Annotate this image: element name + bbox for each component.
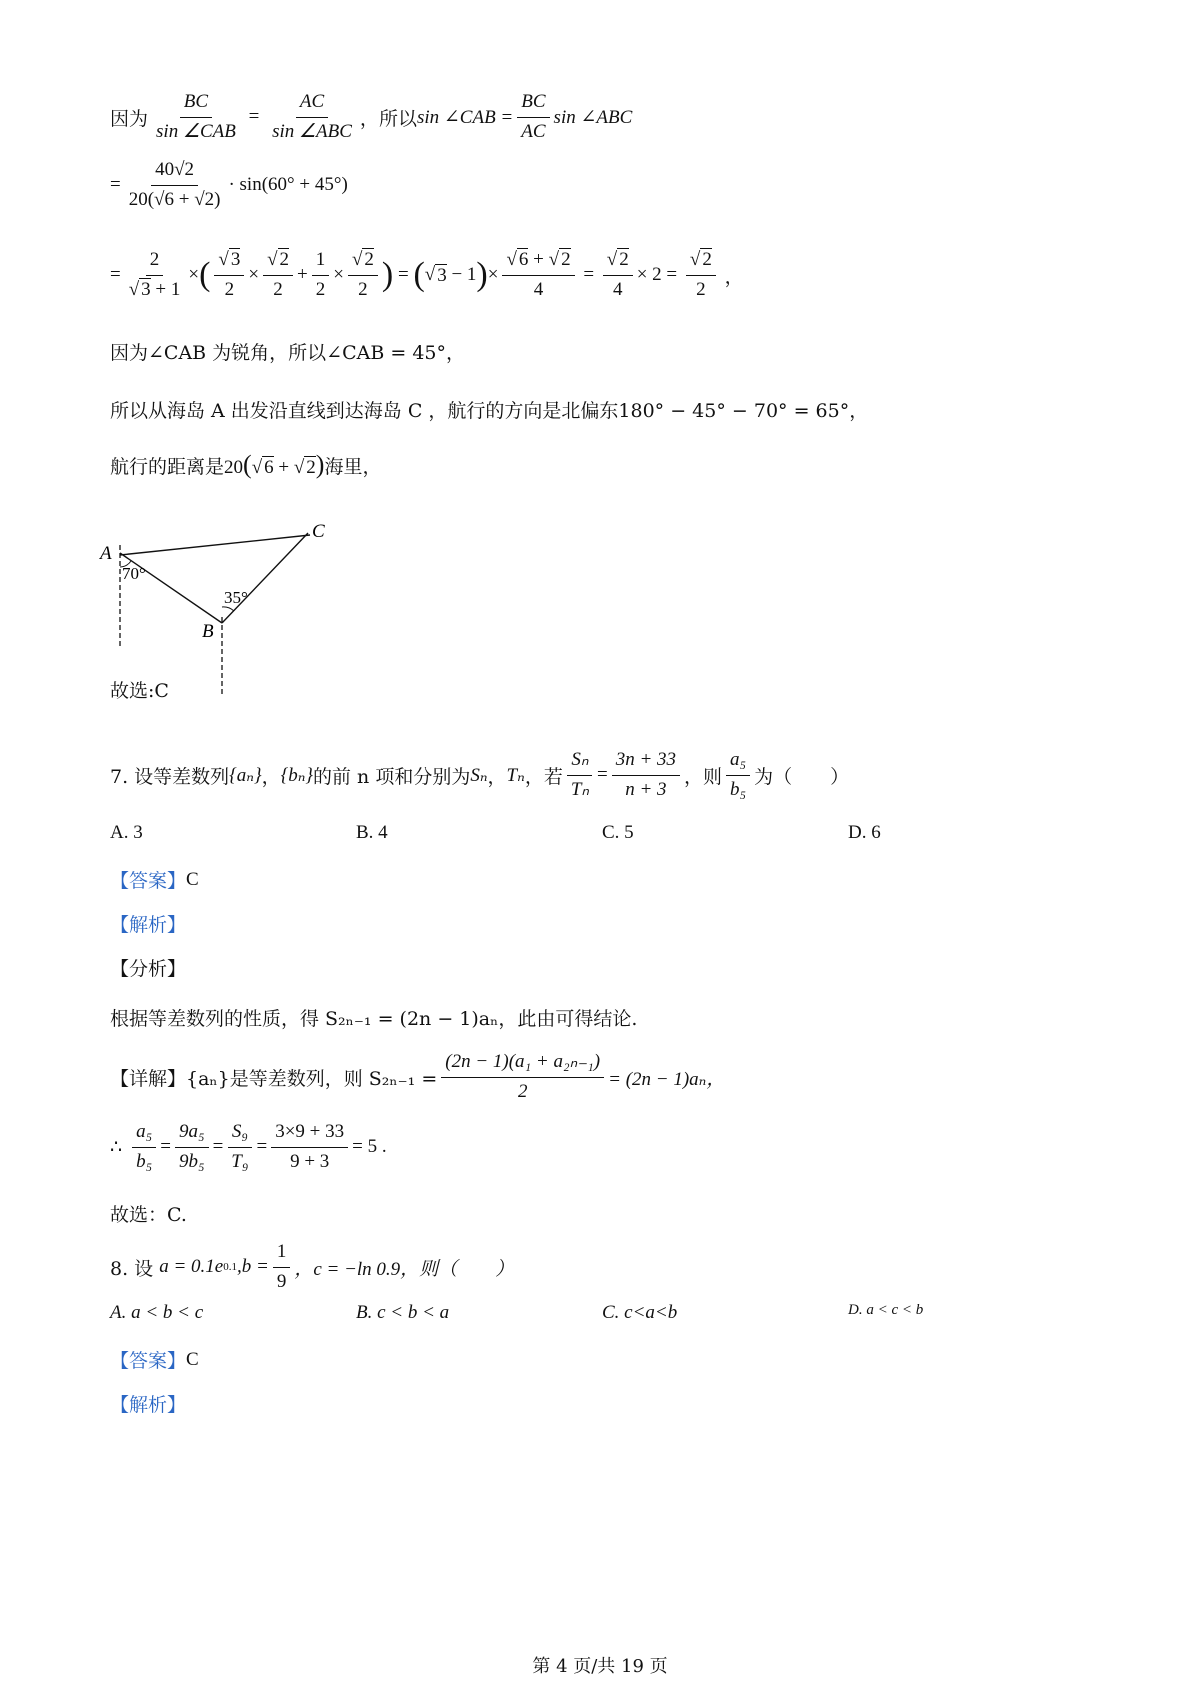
fenxi-text: 根据等差数列的性质，得 S₂ₙ₋₁ = (2n − 1)aₙ，此由可得结论.: [110, 1008, 638, 1030]
label-a: A: [100, 543, 112, 564]
acute-angle-line: 因为∠CAB 为锐角，所以∠CAB = 45°，: [110, 342, 465, 364]
fraction-denominator: sin ∠ABC: [272, 120, 352, 142]
q8-exponent: 0.1: [223, 1261, 237, 1274]
fraction-denominator: 20(√6 + √2): [128, 188, 221, 210]
therefore-result: = 5 .: [352, 1136, 387, 1158]
fraction-denominator: n + 3: [625, 778, 667, 800]
fraction-denominator: T₉: [231, 1150, 249, 1172]
fraction-numerator: 40√2: [151, 158, 198, 186]
fraction-40sqrt2: [125, 158, 225, 212]
answer-value: C: [186, 868, 199, 890]
q7-option-b: B. 4: [356, 822, 388, 843]
fraction-denominator: 2: [517, 1080, 528, 1102]
fraction-numerator: 3n + 33: [612, 748, 680, 776]
substitution-line: = $\frac{40√2}{20(√6 + √2)}$ · sin(60° + 45°): [110, 158, 348, 212]
q7-for: 为（ ）: [754, 765, 850, 788]
fraction-denominator: b₅: [136, 1150, 153, 1172]
fraction-denominator: b₅: [730, 778, 747, 800]
answer-8: [110, 1346, 199, 1373]
side-bc: [222, 533, 308, 623]
fraction-numerator: Sₙ: [567, 748, 592, 776]
fenxi-tag: 【分析】: [110, 958, 187, 980]
fraction-denominator: 9b₅: [178, 1150, 205, 1172]
detail-line: [110, 1050, 725, 1104]
q8-c-def: ，c = −ln 0.9，则（ ）: [294, 1258, 515, 1280]
analysis-tag: 【解析】: [110, 1394, 187, 1416]
q7-option-d: D. 6: [848, 822, 881, 843]
detail-tail: = (2n − 1)aₙ，: [608, 1068, 726, 1090]
therefore-symbol: ∴: [110, 1136, 123, 1159]
therefore-line: ∴ $\frac{\text{a₅}}{\text{b₅}}$ = $\frac{\text{9a₅}}{\text{9b₅}}$ = $\frac{\text{S₉}}{\text{T₉}}$ = $\frac{3\times 9 + 33}{9 + 3}$ = 5 .: [110, 1120, 387, 1174]
fraction-bc-sin-cab: [152, 90, 240, 144]
label-b: B: [202, 621, 214, 642]
analysis-7: [110, 910, 186, 937]
sin-sum-text: · sin(60° + 45°): [228, 174, 348, 196]
q7-option-c: C. 5: [602, 822, 634, 843]
analysis-8: [110, 1390, 186, 1417]
choose-line-2: 故选：C.: [110, 1204, 187, 1226]
question-8: [110, 1240, 514, 1294]
fraction-numerator: 3×9 + 33: [271, 1120, 348, 1148]
analysis-tag: 【解析】: [110, 914, 187, 936]
detail-fraction: [441, 1050, 604, 1104]
fenxi-7: [110, 954, 186, 981]
q7-sequence-a: {aₙ}: [229, 764, 262, 786]
question-7: 7. 设等差数列 {aₙ} ， {bₙ} 的前 n 项和分别为 Sₙ ， Tₙ ，若 $\frac{\text{Sₙ}}{\text{Tₙ}}$ = $\frac{3n + 33}{n + 3}$ ，则 $\frac{\text{a₅}}{\text{b₅}}$ 为（ ）: [110, 748, 849, 802]
q7-tn: Tₙ: [506, 764, 525, 786]
q7-sequence-b: {bₙ}: [280, 764, 313, 786]
angle-label-b: 35°: [224, 588, 248, 607]
fraction-denominator: 9: [276, 1270, 287, 1292]
fraction-numerator: (2n − 1)(a₁ + a₂ₙ₋₁): [441, 1050, 604, 1078]
fraction-numerator: S₉: [228, 1120, 252, 1148]
q7-sn: Sₙ: [470, 764, 488, 786]
fraction-numerator: AC: [296, 90, 328, 118]
q7-ratio: [567, 748, 593, 802]
q8-option-a: A. a < b < c: [110, 1302, 204, 1323]
triangle-sides: [120, 533, 310, 550]
fraction-denominator: AC: [521, 120, 546, 142]
side-ac: [120, 535, 310, 555]
q8-option-c: C. c<a<b: [602, 1302, 678, 1323]
fraction-denominator: Tₙ: [570, 778, 589, 800]
computation-line: = $\frac{2}{√ 3 + 1}$ × ( $\frac{√ 3}{2}$ × $\frac{√ 2}{2}$ + $\frac{1}{2}$ × $\frac{√ 2}{2}$ ) = ( √ 3 − 1 ) × $\frac{√ 6 + √ 2}{4}$ = $\frac{√ 2}{4}$ × 2 = $\frac{√ 2}{2}$ ，: [110, 249, 744, 300]
q7-option-a: A. 3: [110, 822, 143, 843]
q7-ratio-value: [612, 748, 680, 802]
fraction-numerator: 1: [273, 1240, 291, 1268]
angle-arc-b: [222, 607, 234, 611]
q8-option-d: D. a < c < b: [848, 1302, 924, 1318]
choose-line-1: 故选:C: [110, 680, 169, 702]
q7-target-ratio: [726, 748, 750, 802]
fraction-numerator: 9a₅: [175, 1120, 209, 1148]
fraction-numerator: a₅: [726, 748, 750, 776]
q7-if: ，若: [524, 765, 563, 788]
label-c: C: [312, 521, 325, 542]
answer-value: C: [186, 1348, 199, 1370]
fraction-ac-sin-abc: [268, 90, 356, 144]
angle-label-a: 70°: [122, 564, 146, 583]
answer-tag: 【答案】: [110, 1350, 187, 1372]
page-footer: 第 4 页/共 19 页: [532, 1656, 668, 1677]
detail-tag: 【详解】: [110, 1067, 187, 1090]
fraction-numerator: BC: [180, 90, 212, 118]
q7-then: ，则: [684, 765, 723, 788]
fraction-numerator: BC: [517, 90, 549, 118]
text-because: 因为: [110, 107, 149, 130]
q7-prefix: 7. 设等差数列: [110, 765, 230, 788]
law-of-sines-line: 因为 $\frac{BC}{\text{sin ∠CAB}}$ = $\frac{AC}{\text{sin ∠ABC}}$ ， 所以 sin ∠CAB = $\frac{BC}{AC}$ sin ∠ABC: [110, 90, 632, 144]
q8-option-b: B. c < b < a: [356, 1302, 450, 1323]
q8-b-def: ,b =: [236, 1256, 269, 1278]
text-so: 所以: [378, 107, 417, 130]
direction-line: 所以从海岛 A 出发沿直线到达海岛 C ，航行的方向是北偏东180° − 45° − 70° = 65°，: [110, 400, 869, 422]
q8-a-def: a = 0.1e: [159, 1256, 224, 1278]
fraction-denominator: 9 + 3: [290, 1150, 330, 1172]
sin-cab-text: sin ∠CAB =: [416, 106, 514, 128]
sin-abc-text: sin ∠ABC: [553, 106, 633, 128]
fraction-denominator: sin ∠CAB: [156, 120, 236, 142]
answer-tag: 【答案】: [110, 870, 187, 892]
detail-a: {aₙ}是等差数列，则 S₂ₙ₋₁ =: [186, 1067, 438, 1090]
answer-7: [110, 866, 199, 893]
distance-prefix: 航行的距离是: [110, 456, 225, 478]
fraction-numerator: a₅: [132, 1120, 156, 1148]
distance-line: 航行的距离是 20(√ 6 + √ 2) 海里，: [110, 450, 382, 479]
q8-prefix: 8. 设: [110, 1257, 154, 1280]
q7-mid: 的前 n 项和分别为: [313, 765, 471, 788]
fraction-bc-ac: [517, 90, 549, 144]
distance-suffix: 海里，: [324, 456, 382, 478]
